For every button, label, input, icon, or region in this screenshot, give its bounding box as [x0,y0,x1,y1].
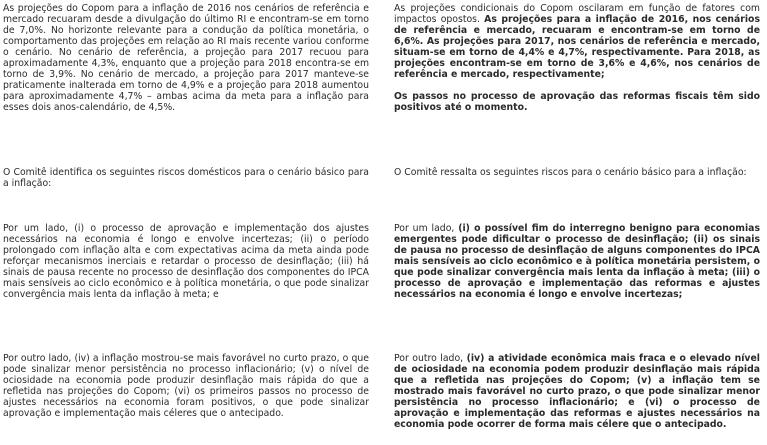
right-text [394,353,760,430]
right-text: O Comitê ressalta os seguintes riscos para o cenário básico para a inflação: [394,167,747,178]
right-bold-text: As projeções para a inflação de 2016, nos cenários de referência e mercado, recuaram e encontram-se em torno de 6,6%. As projeções para 2017, nos cenários de referência e mercado, situam-se em torno de 4,4% e 4,7%, respectivamente. Para 2018, as projeções encontram-se em torno de 3,6% e 4,6%, nos cenários de referência e mercado, respectivamente; [394,14,760,81]
right-plain-text: As projeções condicionais do Copom oscilaram em função de fatores com impactos opostos. [394,3,760,26]
left-text: Por outro lado, (iv) a inflação mostrou-se mais favorável no curto prazo, o que pode sinalizar menor persistência no processo inflacionário; (v) o nível de ociosidade na economia pode produzir desinflação mais rápida do que a refletida nas projeções do Copom; (vi) os primeiros passos no processo de ajustes necessários na economia foram positivos, o que pode sinalizar aprovação e implementação mais céleres que o antecipado. [3,353,369,420]
right-bold-text-2: Os passos no processo de aprovação das reformas fiscais têm sido positivos até o momento. [394,91,760,114]
left-paragraph-risks-intro [3,167,369,189]
left-text: Por um lado, (i) o processo de aprovação e implementação dos ajustes necessários na economia é longo e envolve incertezas; (ii) o período prolongado com inflação alta e com expectativas acima da meta ainda pode reforçar mecanismos inerciais e retardar o processo de desinflação; (iii) há sinais de pausa recente no processo de desinflação dos componentes do IPCA mais sensíveis ao ciclo econômico e à política monetária, o que pode sinalizar convergência mais lenta da inflação à meta; e [3,223,369,301]
right-paragraph-risks-upside [394,223,760,300]
right-text [394,223,760,300]
right-paragraph-projections [394,3,760,113]
right-plain-text: Por outro lado, [394,353,467,364]
right-paragraph-risks-downside [394,353,760,430]
right-bold-text: (iv) a atividade econômica mais fraca e o elevado nível de ociosidade na economia podem produzir desinflação mais rápida que a refletida nas projeções do Copom; (v) a inflação tem se mostrado mais favorável no curto prazo, o que pode sinalizar menor persistência no processo inflacionário; e (vi) o processo de aprovação e implementação das reformas e ajustes necessários na economia pode ocorrer de forma mais célere que o antecipado. [394,353,760,431]
right-text [394,3,760,80]
left-text: As projeções do Copom para a inflação de 2016 nos cenários de referência e mercado recuaram desde a divulgação do último RI e encontram-se em torno de 7,0%. No horizonte relevante para a condução da política monetária, o comportamento das projeções em relação ao RI mais recente variou conforme o cenário. No cenário de referência, a projeção para 2017 recuou para aproximadamente 4,3%, enquanto que a projeção para 2018 encontra-se em torno de 3,9%. No cenário de mercado, a projeção para 2017 manteve-se praticamente inalterada em torno de 4,9% e a projeção para 2018 aumentou para aproximadamente 4,7% – ambas acima da meta para a inflação para esses dois anos-calendário, de 4,5%. [3,3,369,114]
left-paragraph-risks-downside [3,353,369,419]
left-paragraph-risks-upside [3,223,369,300]
right-plain-text: Por um lado, [394,223,459,234]
left-text: O Comitê identifica os seguintes riscos domésticos para o cenário básico para a inflação: [3,167,369,190]
column-divider [383,0,384,445]
left-paragraph-projections [3,3,369,113]
right-paragraph-risks-intro [394,167,760,178]
right-bold-text: (i) o possível fim do interregno benigno para economias emergentes pode dificultar o processo de desinflação; (ii) os sinais de pausa no processo de desinflação de alguns componentes do IPCA mais sensíveis ao ciclo econômico e à política monetária persistem, o que pode sinalizar convergência mais lenta da inflação à meta; (iii) o processo de aprovação e implementação das reformas e ajustes necessários na economia é longo e envolve incertezas; [394,223,760,301]
